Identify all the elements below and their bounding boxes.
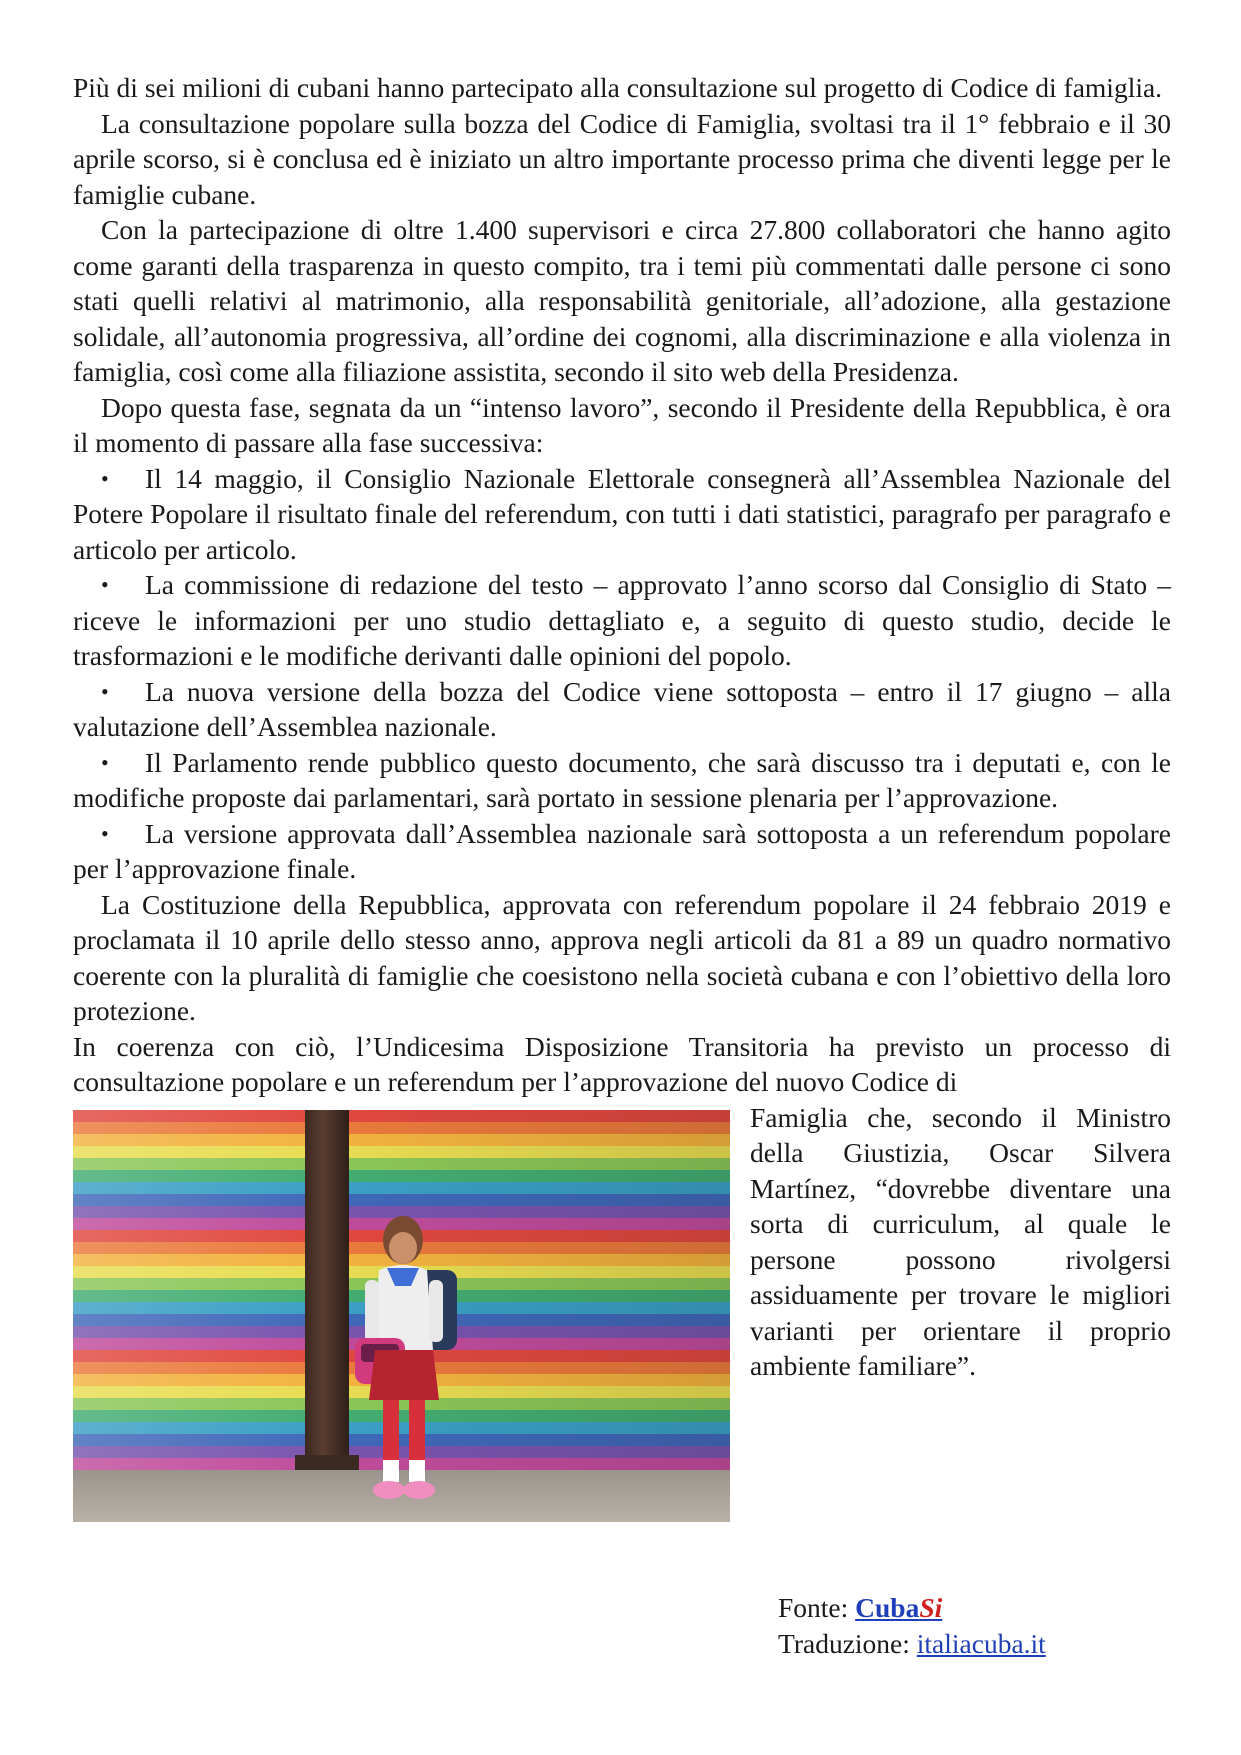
paragraph-participation: Con la partecipazione di oltre 1.400 supervisori e circa 27.800 collaboratori che hanno agito come garanti della trasparenza in questo compito, tra i temi più commentati dalle persone ci sono stati quelli relativi al matrimonio, alla responsabilità genitoriale, all’adozione, alla gestazione solidale, all’autonomia progressiva, all’ordine dei cognomi, alla discriminazione e alla violenza in famiglia, così come alla filiazione assistita, secondo il sito web della Presidenza. (73, 214, 1171, 387)
list-item-text: La nuova versione della bozza del Codice viene sottoposta – entro il 17 giugno – alla valutazione dell’Assemblea nazionale. (73, 675, 1171, 742)
list-item (73, 816, 1171, 887)
paragraph-transitory: In coerenza con ciò, l’Undicesima Disposizione Transitoria ha previsto un processo di consultazione popolare e un referendum per l’approvazione del nuovo Codice di (73, 1030, 1171, 1097)
article-body (73, 70, 1171, 1530)
bullet-icon: • (101, 572, 109, 597)
list-item-text: La versione approvata dall’Assemblea nazionale sarà sottoposta a un referendum popolare per l’approvazione finale. (73, 817, 1171, 884)
list-item-text: Il Parlamento rende pubblico questo documento, che sarà discusso tra i deputati e, con le modifiche proposte dai parlamentari, sarà portato in sessione plenaria per l’approvazione. (73, 746, 1171, 813)
article-photo (73, 1110, 730, 1522)
paragraph-next-phase: Dopo questa fase, segnata da un “intenso lavoro”, secondo il Presidente della Repubblica, è ora il momento di passare alla fase successiva: (73, 391, 1171, 458)
figure-with-text (73, 1100, 1171, 1384)
cubasi-link[interactable]: CubaSi (855, 1592, 943, 1623)
paragraph-constitution: La Costituzione della Repubblica, approvata con referendum popolare il 24 febbraio 2019 e proclamata il 10 aprile dello stesso anno, approva negli articoli da 81 a 89 un quadro normativo coerente con la pluralità di famiglie che coesistono nella società cubana e con l’obiettivo della loro protezione. (73, 888, 1171, 1026)
steps-list (73, 461, 1171, 887)
translation-line (778, 1626, 1046, 1662)
source-label: Fonte: (778, 1592, 849, 1623)
bullet-icon: • (101, 749, 109, 775)
list-item-text: La commissione di redazione del testo – approvato l’anno scorso dal Consiglio di Stato – riceve le informazioni per uno studio dettagliato e, a seguito di questo studio, decide le trasformazioni e le modifiche derivanti dalle opinioni del popolo. (73, 569, 1171, 671)
translation-label: Traduzione: (778, 1628, 910, 1659)
source-credits (778, 1590, 1046, 1662)
paragraph-consultation: La consultazione popolare sulla bozza del Codice di Famiglia, svoltasi tra il 1° febbraio e il 30 aprile scorso, si è conclusa ed è iniziato un altro importante processo prima che diventi legge per le famiglie cubane. (73, 107, 1171, 210)
child-figure (341, 1210, 481, 1510)
list-item (73, 745, 1171, 816)
paragraph-minister-quote: Famiglia che, secondo il Ministro della Giustizia, Oscar Silvera Martínez, “dovrebbe diventare una sorta di curriculum, al quale le persone possono rivolgersi assiduamente per trovare le migliori varianti per orientare il proprio ambiente familiare”. (750, 1101, 1171, 1381)
paragraph-intro: Più di sei milioni di cubani hanno partecipato alla consultazione sul progetto di Codice di famiglia. (73, 72, 1163, 103)
italiacuba-link[interactable]: italiacuba.it (916, 1628, 1046, 1659)
list-item (73, 567, 1171, 674)
source-line (778, 1590, 1046, 1626)
list-item (73, 674, 1171, 745)
bullet-icon: • (101, 820, 109, 846)
list-item-text: Il 14 maggio, il Consiglio Nazionale Elettorale consegnerà all’Assemblea Nazionale del Potere Popolare il risultato finale del referendum, con tutti i dati statistici, paragrafo per paragrafo e articolo per articolo. (73, 462, 1171, 565)
bullet-icon: • (101, 678, 109, 704)
list-item (73, 461, 1171, 568)
bullet-icon: • (101, 465, 109, 491)
